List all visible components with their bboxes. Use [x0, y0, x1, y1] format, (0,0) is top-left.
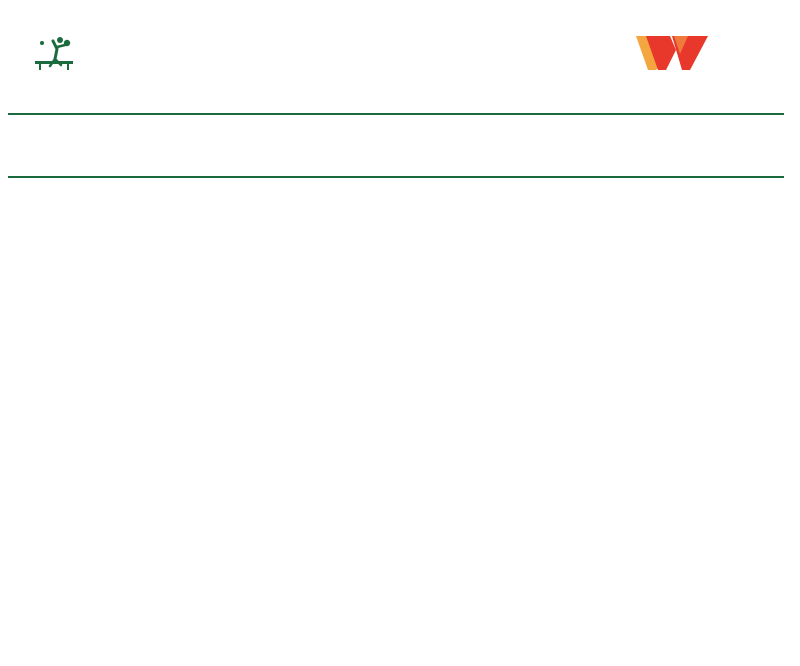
wtt-logo: [636, 30, 796, 74]
ittf-table-tennis-icon: [33, 33, 75, 71]
wtt-emblem-icon: [636, 32, 708, 72]
header: [0, 0, 800, 110]
ittf-logo: [33, 33, 173, 73]
subtitle-divider: [8, 176, 784, 178]
header-divider: [8, 113, 784, 115]
